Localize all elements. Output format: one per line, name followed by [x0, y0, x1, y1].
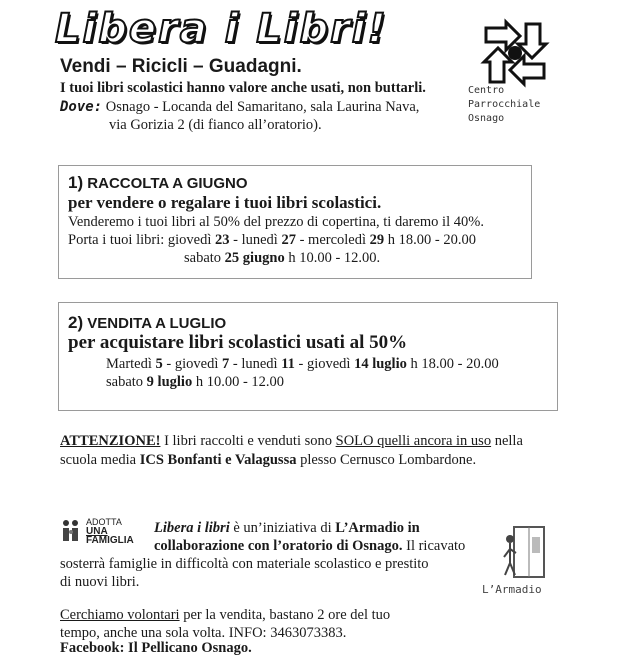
text: h 10.00 - 12.00 — [192, 374, 285, 390]
date: 27 — [281, 232, 296, 248]
intro-text: I tuoi libri scolastici hanno valore anche usati, non buttarli. — [60, 80, 426, 96]
text: UNA — [86, 526, 108, 537]
volunteers-heading: Cerchiamo volontari — [60, 607, 180, 623]
info-line-1 — [154, 520, 420, 537]
date: 25 giugno — [224, 250, 285, 266]
section-1-text: Venderemo i tuoi libri al 50% del prezzo di copertina, ti daremo il 40%. — [68, 214, 484, 230]
text: FAMIGLIA — [86, 535, 134, 546]
logo-line-3: Osnago — [468, 113, 505, 124]
section-2-saturday — [106, 374, 284, 391]
location-line-2: via Gorizia 2 (di fianco all’oratorio). — [109, 117, 322, 133]
date: 29 — [369, 232, 385, 248]
section-2-caption: VENDITA A LUGLIO — [87, 315, 227, 332]
adotta-line-3 — [86, 536, 134, 545]
date: 5 — [155, 356, 163, 372]
text: - giovedì — [294, 356, 355, 372]
section-2-number: 2) — [68, 313, 84, 332]
date: 7 — [221, 356, 230, 372]
info-line-4: di nuovi libri. — [60, 574, 140, 590]
text: sabato — [106, 374, 147, 390]
text: - giovedì — [162, 356, 222, 372]
section-2-heading: per acquistare libri scolastici usati al 50% — [68, 332, 408, 353]
section-1-saturday — [184, 250, 380, 267]
facebook-line: Facebook: Il Pellicano Osnago. — [60, 640, 252, 656]
attenzione-line-1 — [60, 433, 523, 450]
text: h 18.00 - 20.00 — [406, 356, 499, 372]
date: 9 luglio — [146, 374, 193, 390]
volontari-line-2: tempo, anche una sola volta. INFO: 3463073383. — [60, 625, 347, 641]
section-1-title — [68, 173, 248, 193]
text: per la vendita, bastano 2 ore del tuo — [179, 607, 391, 623]
organizer: L’Armadio in — [335, 520, 420, 536]
adotta-line-1: ADOTTA — [86, 517, 122, 527]
attenzione-line-2 — [60, 452, 476, 469]
text: h 18.00 - 20.00 — [384, 232, 476, 248]
logo-line-2: Parrocchiale — [468, 99, 541, 110]
page-title: Libera i Libri! — [55, 6, 388, 52]
solo-underlined: SOLO quelli ancora in uso — [335, 433, 492, 449]
text: - lunedì — [229, 232, 282, 248]
text: Il ricavato — [402, 538, 466, 554]
volontari-line-1 — [60, 607, 390, 624]
centro-parrocchiale-logo-icon — [480, 18, 550, 88]
adotta-famiglia-logo-icon — [60, 518, 82, 544]
adotta-famiglia-text — [86, 518, 134, 545]
info-line-3: sosterrà famiglie in difficoltà con materiale scolastico e prestito — [60, 556, 429, 572]
section-1-dates — [68, 232, 476, 249]
armadio-label: L’Armadio — [482, 583, 542, 596]
text: I libri raccolti e venduti sono — [160, 433, 336, 449]
date: 23 — [215, 232, 230, 248]
collaboration: collaborazione con l’oratorio di Osnago. — [154, 538, 403, 554]
text: - mercoledì — [295, 232, 370, 248]
text: plesso Cernusco Lombardone. — [296, 452, 477, 468]
text: è un’iniziativa di — [229, 520, 336, 536]
text: h 10.00 - 12.00. — [284, 250, 381, 266]
section-1-heading: per vendere o regalare i tuoi libri scolastici. — [68, 193, 382, 212]
text: nella — [491, 433, 523, 449]
info-line-2 — [154, 538, 465, 555]
location-line-1 — [60, 99, 419, 116]
section-2-dates — [106, 356, 499, 373]
armadio-logo-icon — [502, 523, 548, 581]
text: Martedì — [106, 356, 156, 372]
text: - lunedì — [229, 356, 282, 372]
school-name: ICS Bonfanti e Valagussa — [139, 452, 297, 468]
section-2-title — [68, 313, 226, 333]
date: 14 luglio — [354, 356, 407, 372]
attenzione-label: ATTENZIONE! — [60, 433, 161, 449]
text: Porta i tuoi libri: giovedì — [68, 232, 216, 248]
text: scuola media — [60, 452, 140, 468]
dove-label: Dove: — [60, 99, 103, 115]
date: 11 — [281, 356, 295, 372]
initiative-name: Libera i libri — [154, 520, 230, 536]
logo-caption — [468, 84, 540, 126]
logo-line-1: Centro — [468, 85, 505, 96]
location-address: Osnago - Locanda del Samaritano, sala Laurina Nava, — [102, 99, 420, 115]
page-subtitle: Vendi – Ricicli – Guadagni. — [60, 56, 302, 77]
text: sabato — [184, 250, 225, 266]
section-1-caption: RACCOLTA A GIUGNO — [87, 175, 248, 192]
section-1-number: 1) — [68, 173, 84, 192]
